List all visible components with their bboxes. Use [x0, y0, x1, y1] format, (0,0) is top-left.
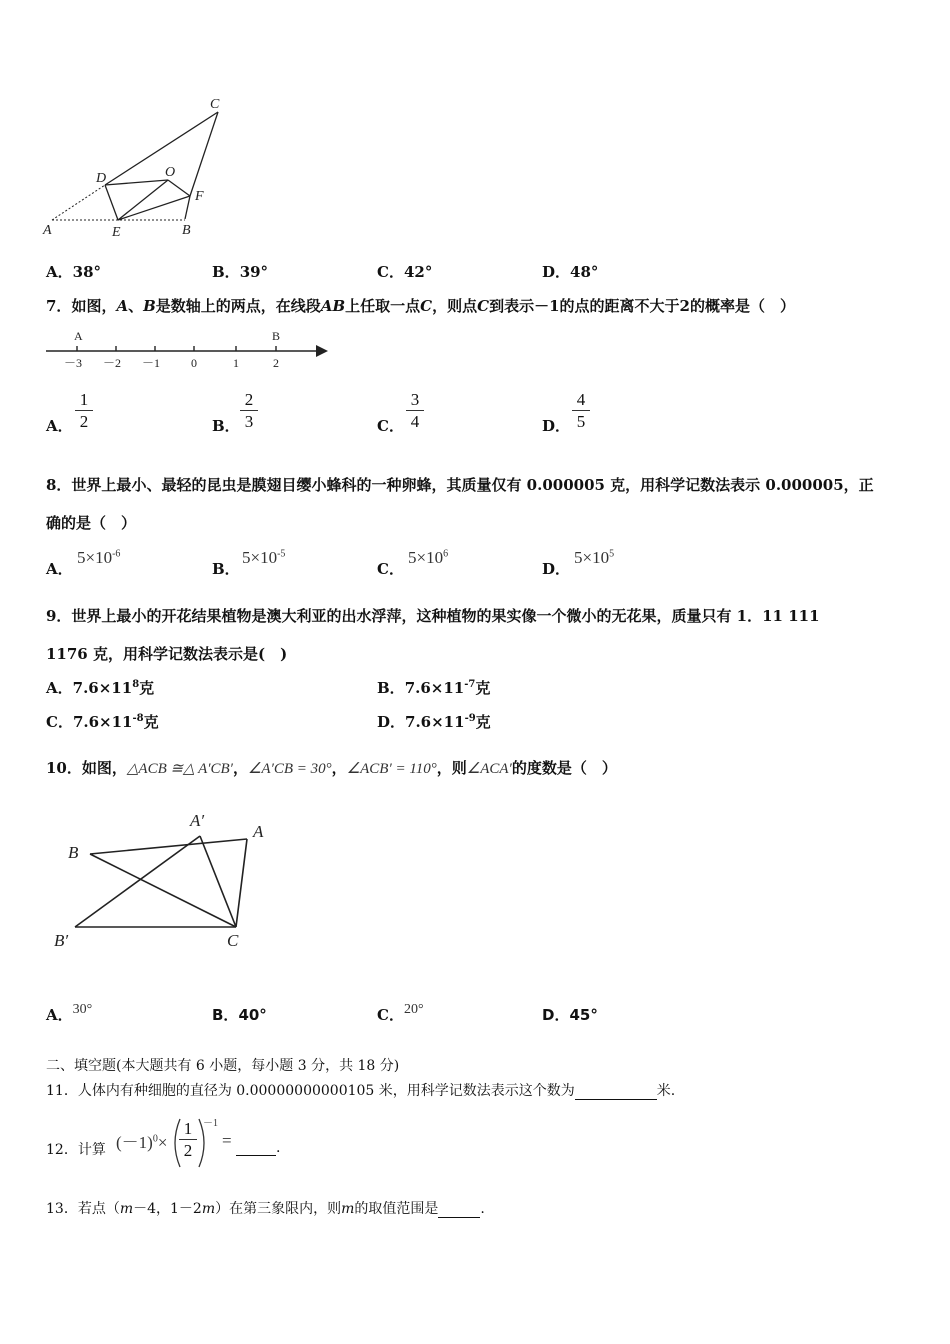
dotted-ad: [52, 185, 105, 220]
point-a-label: A: [74, 329, 83, 343]
q8-option-b-value: $5\times 10^{-5}$: [242, 548, 286, 567]
q7-option-c-fraction: $\frac{3}{4}$: [406, 390, 424, 433]
q8-option-a-value: $5\times 10^{-6}$: [77, 548, 121, 567]
segment-de: [105, 185, 118, 220]
segment-fb: [185, 196, 190, 219]
q11-answer-blank[interactable]: [575, 1083, 657, 1100]
segment-of: [168, 180, 190, 196]
q7-option-d-fraction: $\frac{4}{5}$: [572, 390, 590, 433]
q11-question: 11．人体内有种细胞的直径为 0.00000000000105 米，用科学记数法表示这个数为 米.: [46, 1083, 676, 1099]
q7-option-c[interactable]: C．: [377, 417, 404, 435]
q9-option-c[interactable]: C．$7.6\times 11^{-8}$克: [46, 713, 159, 731]
point-b-label: B: [272, 329, 281, 343]
q10-option-b[interactable]: B．40°: [212, 1006, 267, 1024]
segment-ba: [90, 839, 247, 854]
tick-label: －2: [103, 356, 122, 370]
segment-dc: [105, 112, 218, 185]
tick-label: －3: [64, 356, 83, 370]
q10-question: 10．如图，△ACB ≅△ A′CB′，∠A′CB = 30°，∠ACB′ = 110°，则∠ACA′的度数是（ ）: [46, 759, 617, 777]
segment-a1c: [200, 836, 236, 927]
q13-answer-blank[interactable]: [438, 1201, 480, 1218]
q8-option-c-value: $5\times 10^6$: [408, 548, 449, 567]
tick-label: －1: [142, 356, 161, 370]
q8-option-d[interactable]: D．: [542, 560, 571, 578]
q7-option-d[interactable]: D．: [542, 417, 571, 435]
q8-option-a[interactable]: A．: [46, 560, 73, 578]
label-c: C: [227, 931, 239, 950]
tick-label: 1: [233, 356, 239, 370]
tick-label: 2: [273, 356, 279, 370]
q9-question-line2: 1176 克，用科学记数法表示是( ): [46, 645, 288, 663]
segment-bc: [90, 854, 236, 927]
q9-option-b[interactable]: B．$7.6\times 11^{-7}$克: [377, 679, 491, 697]
q10-option-a[interactable]: A．30°: [46, 1002, 93, 1024]
q7-question: 7．如图，A、B是数轴上的两点，在线段AB上任取一点C，则点C到表示－1的点的距离不大于2的概率是（ ）: [46, 297, 795, 315]
arrow-icon: [316, 345, 328, 357]
q10-triangle-figure: [50, 806, 280, 956]
label-o: O: [165, 165, 176, 180]
q12-answer-blank[interactable]: [236, 1139, 276, 1156]
q8-question-line1: 8．世界上最小、最轻的昆虫是膜翅目缨小蜂科的一种卵蜂，其质量仅有 0.000005 克，用科学记数法表示 0.000005，正: [46, 476, 874, 494]
q13-question: 13．若点（m－4，1－2m）在第三象限内，则m的取值范围是 .: [46, 1201, 485, 1217]
segment-eo: [118, 180, 168, 220]
q6-option-b[interactable]: B．39°: [212, 263, 269, 281]
segment-cf: [190, 112, 218, 196]
label-d: D: [96, 171, 107, 186]
q6-option-d[interactable]: D．48°: [542, 263, 599, 281]
label-a: A: [43, 223, 52, 238]
segment-do: [105, 180, 168, 185]
q10-option-c[interactable]: C．20°: [377, 1002, 424, 1024]
q7-option-a[interactable]: A．: [46, 417, 73, 435]
q12-fraction: $\frac{1}{2}$: [179, 1119, 197, 1162]
label-a-prime: A′: [190, 811, 205, 830]
q6-option-a[interactable]: A．38°: [46, 263, 102, 281]
q6-option-c[interactable]: C．42°: [377, 263, 433, 281]
q8-option-b[interactable]: B．: [212, 560, 240, 578]
q9-question-line1: 9．世界上最小的开花结果植物是澳大利亚的出水浮萍，这种植物的果实像一个微小的无花果，质量只有 1．11 111: [46, 607, 820, 625]
q7-number-line: [44, 326, 334, 372]
q12-label: 12．计算: [46, 1142, 106, 1158]
q12-expression: $(-1)^0\times$: [116, 1133, 168, 1152]
label-f: F: [195, 189, 204, 204]
tick-label: 0: [191, 356, 197, 370]
q9-option-a[interactable]: A．$7.6\times 11^8$克: [46, 679, 155, 697]
label-c: C: [210, 97, 220, 112]
q7-option-b[interactable]: B．: [212, 417, 240, 435]
label-a: A: [253, 822, 264, 841]
label-b: B: [68, 843, 79, 862]
q12-equals: =: [222, 1131, 232, 1150]
q7-option-b-fraction: $\frac{2}{3}$: [240, 390, 258, 433]
q8-option-d-value: $5\times 10^5$: [574, 548, 615, 567]
q7-option-a-fraction: $\frac{1}{2}$: [75, 390, 93, 433]
q10-option-d[interactable]: D．45°: [542, 1006, 598, 1024]
label-e: E: [112, 225, 121, 240]
label-b: B: [182, 223, 191, 238]
label-b-prime: B′: [54, 931, 69, 950]
q8-option-c[interactable]: C．: [377, 560, 404, 578]
q12-exponent: －1: [203, 1118, 218, 1129]
q9-option-d[interactable]: D．$7.6\times 11^{-9}$克: [377, 713, 491, 731]
section2-heading: 二、填空题(本大题共有 6 小题，每小题 3 分，共 18 分): [46, 1058, 400, 1074]
q6-geometry-figure: [40, 92, 240, 242]
segment-ef: [118, 196, 190, 220]
segment-ac: [236, 839, 247, 927]
q8-question-line2: 确的是（ ）: [46, 514, 137, 532]
q12-answer: .: [236, 1139, 280, 1156]
